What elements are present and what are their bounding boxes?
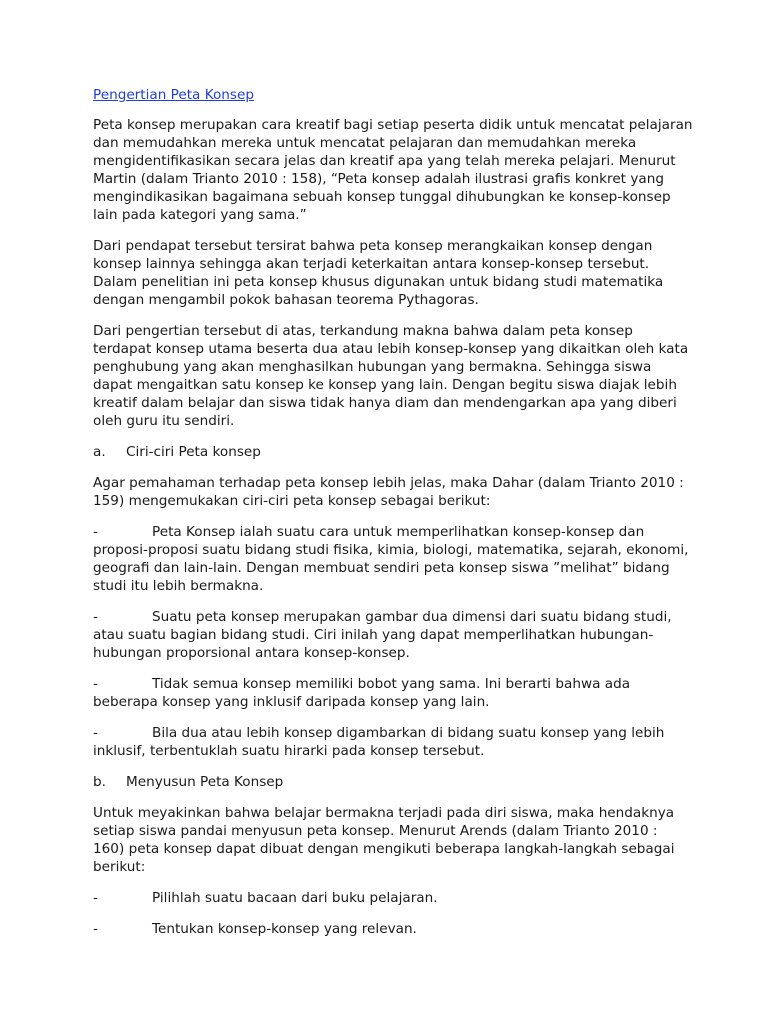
bullet-text: Suatu peta konsep merupakan gambar dua dimensi dari suatu bidang studi, atau suatu bagian bidang studi. Ciri inilah yang dapat memperlihatkan hubungan-hubungan proporsional antara konsep-konsep. [93,609,672,661]
title-link[interactable]: Pengertian Peta Konsep [93,87,254,103]
section-b-intro: Untuk meyakinkan bahwa belajar bermakna terjadi pada diri siswa, maka hendaknya setiap siswa pandai menyusun peta konsep. Menurut Arends (dalam Trianto 2010 : 160) peta konsep dapat dibuat dengan mengikuti beberapa langkah-langkah sebagai berikut: [93,805,675,875]
paragraph-1: Peta konsep merupakan cara kreatif bagi setiap peserta didik untuk mencatat pelajaran dan memudahkan mereka untuk mencatat pelajaran dan memudahkan mereka mengidentifikasikan secara jelas dan kreatif apa yang telah mereka pelajari. Menurut Martin (dalam Trianto 2010 : 158), “Peta konsep adalah ilustrasi grafis konkret yang mengindikasikan bagaimana sebuah konsep tunggal dihubungkan ke konsep-konsep lain pada kategori yang sama.” [93,117,693,223]
list-item [93,724,693,760]
bullet-text: Pilihlah suatu bacaan dari buku pelajaran. [152,890,438,906]
list-item [93,889,693,907]
section-b-title: Menyusun Peta Konsep [126,774,284,790]
bullet-text: Bila dua atau lebih konsep digambarkan di bidang suatu konsep yang lebih inklusif, terbentuklah suatu hirarki pada konsep tersebut. [93,725,665,759]
bullet-text: Tentukan konsep-konsep yang relevan. [152,921,417,937]
list-item [93,675,693,711]
bullet-dash: - [93,890,98,906]
section-b-heading [93,773,693,791]
bullet-dash: - [93,725,98,741]
bullet-text: Tidak semua konsep memiliki bobot yang sama. Ini berarti bahwa ada beberapa konsep yang inklusif daripada konsep yang lain. [93,676,631,710]
document-page [93,86,693,951]
bullet-text: Peta Konsep ialah suatu cara untuk memperlihatkan konsep-konsep dan proposi-proposi suatu bidang studi fisika, kimia, biologi, matematika, sejarah, ekonomi, geografi dan lain-lain. Dengan membuat sendiri peta konsep siswa ”melihat” bidang studi itu lebih bermakna. [93,524,689,594]
section-a-intro: Agar pemahaman terhadap peta konsep lebih jelas, maka Dahar (dalam Trianto 2010 : 159) mengemukakan ciri-ciri peta konsep sebagai berikut: [93,475,684,509]
section-b-marker: b. [93,774,106,790]
list-item [93,608,693,662]
paragraph-2: Dari pendapat tersebut tersirat bahwa peta konsep merangkaikan konsep dengan konsep lainnya sehingga akan terjadi keterkaitan antara konsep-konsep tersebut. Dalam penelitian ini peta konsep khusus digunakan untuk bidang studi matematika dengan mengambil pokok bahasan teorema Pythagoras. [93,238,664,308]
section-a-title: Ciri-ciri Peta konsep [126,444,261,460]
bullet-dash: - [93,921,98,937]
bullet-dash: - [93,524,98,540]
bullet-dash: - [93,609,98,625]
bullet-dash: - [93,676,98,692]
paragraph-3: Dari pengertian tersebut di atas, terkandung makna bahwa dalam peta konsep terdapat konsep utama beserta dua atau lebih konsep-konsep yang dikaitkan oleh kata penghubung yang akan menghasilkan hubungan yang bermakna. Sehingga siswa dapat mengaitkan satu konsep ke konsep yang lain. Dengan begitu siswa diajak lebih kreatif dalam belajar dan siswa tidak hanya diam dan mendengarkan apa yang diberi oleh guru itu sendiri. [93,323,689,429]
list-item [93,920,693,938]
section-a-marker: a. [93,444,106,460]
list-item [93,523,693,595]
section-a-heading [93,443,693,461]
